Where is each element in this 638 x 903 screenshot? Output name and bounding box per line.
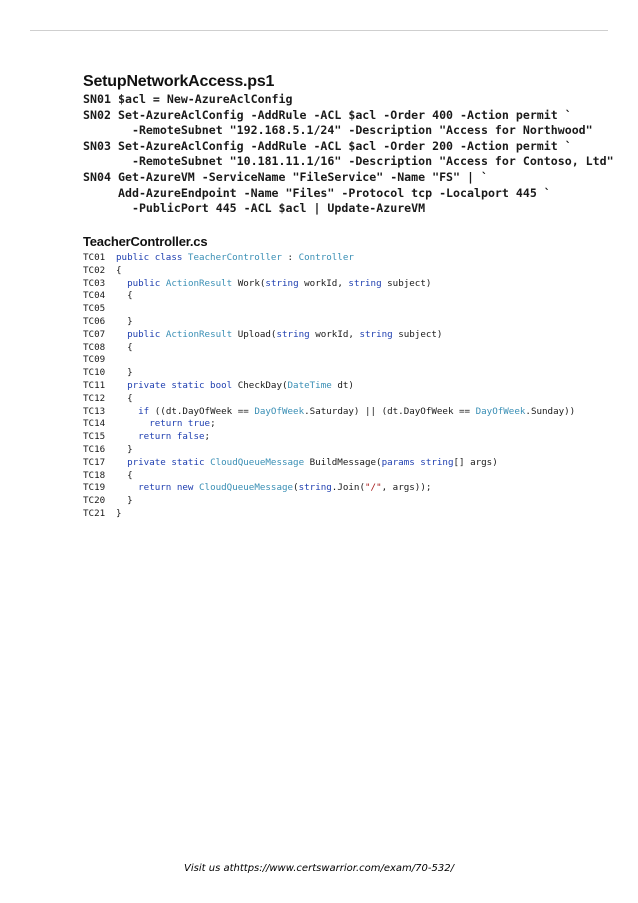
code-token: : (281, 252, 299, 263)
cs-code-line (83, 252, 575, 265)
code-token: return new (138, 482, 199, 494)
cs-code-line (83, 380, 575, 393)
code-token: } (116, 315, 133, 327)
code-token: Upload( (232, 328, 277, 340)
line-number: TC15 (83, 431, 106, 443)
code-token: Add-AzureEndpoint -Name "Files" -Protocol tcp -Localport 445 ` (118, 185, 551, 200)
cs-code-line (83, 303, 575, 316)
cs-code-line (83, 278, 575, 291)
line-number: TC09 (83, 354, 106, 366)
code-token (116, 406, 138, 417)
code-token (116, 380, 127, 391)
code-token (116, 457, 127, 468)
code-token: CloudQueueMessage (199, 482, 294, 494)
code-token: DayOfWeek (475, 405, 526, 417)
code-token: ((dt.DayOfWeek == (149, 405, 255, 417)
line-number: SN02 (83, 107, 111, 122)
cs-code-line (83, 470, 575, 483)
csharp-code-block (83, 234, 575, 521)
csharp-code (83, 252, 575, 521)
line-number: TC20 (83, 495, 106, 507)
ps-code-line (83, 201, 614, 217)
line-number: TC08 (83, 341, 106, 353)
code-token: BuildMessage( (304, 456, 382, 468)
cs-code-line (83, 342, 575, 355)
code-token: if (138, 405, 150, 417)
code-token: { (116, 392, 133, 404)
cs-code-line (83, 495, 575, 508)
code-token: -RemoteSubnet "192.168.5.1/24" -Description "Access for Northwood" (118, 123, 593, 138)
code-token: TeacherController (187, 252, 282, 263)
line-number: TC21 (83, 507, 106, 519)
code-token: subject) (392, 328, 443, 340)
code-token: -RemoteSubnet "10.181.11.1/16" -Description "Access for Contoso, Ltd" (118, 154, 614, 169)
cs-code-line (83, 316, 575, 329)
line-number: TC14 (83, 418, 106, 430)
cs-code-line (83, 444, 575, 457)
code-token: public class (116, 252, 188, 263)
cs-code-line (83, 418, 575, 431)
line-number: TC16 (83, 443, 106, 455)
code-token: ; (210, 418, 216, 430)
code-filename: TeacherController.cs (83, 234, 208, 249)
ps-code-line (83, 170, 614, 186)
code-token: .Sunday)) (525, 405, 576, 417)
code-token: } (116, 443, 133, 455)
cs-code-line (83, 265, 575, 278)
code-token: CloudQueueMessage (210, 456, 305, 468)
line-number: TC03 (83, 277, 106, 289)
code-token: public (127, 328, 166, 340)
code-token: .Saturday) || (dt.DayOfWeek == (304, 405, 476, 417)
cs-code-line (83, 482, 575, 495)
cs-code-line (83, 354, 575, 367)
code-token: CheckDay( (232, 379, 288, 391)
line-number: TC17 (83, 456, 106, 468)
code-token: ActionResult (165, 277, 233, 289)
line-number: TC10 (83, 367, 106, 379)
code-token: return true (149, 418, 211, 430)
line-number: TC18 (83, 469, 106, 481)
line-number: SN01 (83, 92, 111, 106)
code-token: .Join( (331, 482, 365, 494)
code-token: ( (293, 482, 299, 494)
code-token (116, 278, 127, 289)
line-number: TC04 (83, 290, 106, 302)
code-token: } (116, 495, 133, 507)
line-number: TC06 (83, 315, 106, 327)
ps-code-line (83, 108, 614, 124)
script-filename: SetupNetworkAccess.ps1 (83, 73, 275, 90)
code-token: -PublicPort 445 -ACL $acl | Update-AzureVM (118, 201, 426, 216)
code-token (116, 482, 138, 493)
code-token: } (116, 507, 122, 519)
code-token: Controller (298, 252, 354, 263)
cs-code-line (83, 431, 575, 444)
line-number: TC12 (83, 392, 106, 404)
code-token: string (348, 277, 382, 289)
cs-code-line (83, 367, 575, 380)
line-number: TC13 (83, 405, 106, 417)
top-divider (30, 30, 608, 31)
code-token: private static bool (127, 379, 233, 391)
line-number: TC02 (83, 264, 106, 276)
powershell-script-block (83, 72, 614, 217)
code-token: return false (138, 431, 205, 443)
code-token: Set-AzureAclConfig -AddRule -ACL $acl -Order 200 -Action permit ` (118, 138, 572, 153)
ps-code-line (83, 92, 614, 108)
code-token: workId, (309, 328, 360, 340)
code-token (116, 431, 138, 442)
code-token: , args)); (381, 482, 432, 494)
line-number: SN03 (83, 138, 111, 153)
code-token: DayOfWeek (254, 405, 305, 417)
code-token: params string (381, 456, 454, 468)
script-code (83, 92, 614, 217)
code-token: [] args) (453, 456, 498, 468)
cs-code-line (83, 329, 575, 342)
cs-code-line (83, 406, 575, 419)
footer-link-text[interactable]: Visit us athttps://www.certswarrior.com/exam/70-532/ (184, 863, 454, 874)
code-token (116, 418, 149, 429)
code-token: Work( (232, 277, 266, 289)
ps-code-line (83, 123, 614, 139)
code-token: string (359, 328, 393, 340)
code-token (116, 329, 127, 340)
code-token: private static (127, 456, 211, 468)
code-token: DateTime (287, 379, 332, 391)
line-number: TC07 (83, 328, 106, 340)
code-token: { (116, 341, 133, 353)
line-number: TC05 (83, 303, 106, 315)
code-token: ; (204, 431, 211, 443)
line-number: SN04 (83, 169, 111, 184)
code-token: public (127, 277, 166, 289)
cs-code-line (83, 508, 575, 521)
cs-code-line (83, 290, 575, 303)
code-token: } (116, 367, 133, 379)
code-token: { (116, 469, 133, 481)
ps-code-line (83, 154, 614, 170)
code-token: Get-AzureVM -ServiceName "FileService" -Name "FS" | ` (118, 169, 488, 184)
code-token: workId, (298, 277, 349, 289)
code-token: subject) (381, 277, 432, 289)
code-token: "/" (365, 482, 382, 494)
code-token: { (116, 264, 122, 276)
line-number: TC11 (83, 379, 106, 391)
line-number: TC19 (83, 482, 106, 494)
code-token: Set-AzureAclConfig -AddRule -ACL $acl -Order 400 -Action permit ` (118, 107, 572, 122)
ps-code-line (83, 186, 614, 202)
cs-code-line (83, 457, 575, 470)
code-token: { (116, 290, 133, 302)
code-token: string (298, 482, 332, 494)
code-token: dt) (331, 379, 354, 391)
code-token: ActionResult (165, 328, 233, 340)
line-number: TC01 (83, 252, 106, 263)
code-token: string (276, 328, 310, 340)
code-token: $acl = New-AzureAclConfig (118, 92, 293, 106)
code-token: string (265, 277, 299, 289)
ps-code-line (83, 139, 614, 155)
cs-code-line (83, 393, 575, 406)
